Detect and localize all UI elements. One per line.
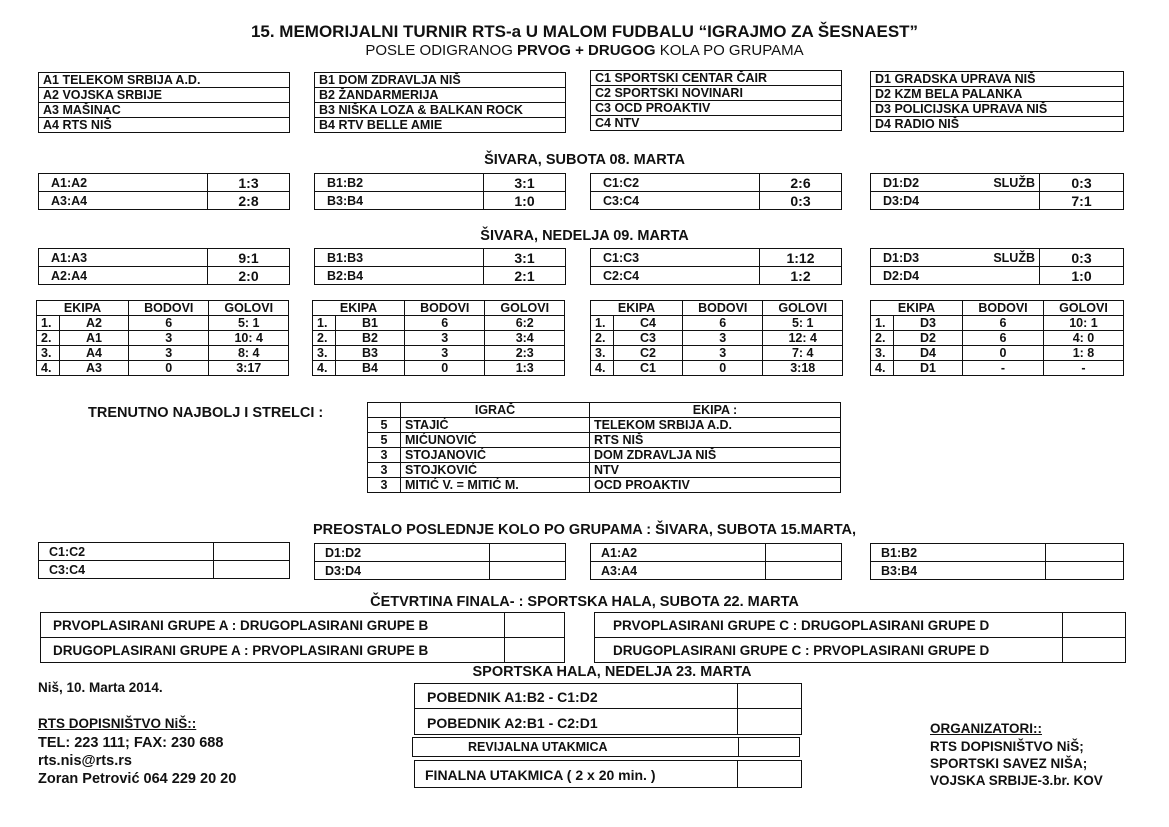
match-score: 2:1 [484, 267, 566, 285]
remaining-score-empty [490, 544, 566, 562]
remaining-match: A3:A4 [591, 562, 766, 580]
match-pair [591, 249, 760, 267]
goals: 5: 1 [209, 316, 289, 331]
rank: 2. [37, 331, 60, 346]
final-day-heading: SPORTSKA HALA, NEDELJA 23. MARTA [472, 664, 752, 680]
group-team: C2 SPORTSKI NOVINARI [591, 86, 842, 101]
match-note: SLUŽB [993, 250, 1035, 265]
goals: 10: 1 [1043, 316, 1123, 331]
group-a-list [38, 72, 290, 133]
rank: 2. [591, 331, 614, 346]
match-score: 0:3 [1040, 249, 1124, 267]
remaining-score-empty [766, 562, 842, 580]
rank: 2. [313, 331, 336, 346]
scorer-team: NTV [590, 463, 841, 478]
goals: 7: 4 [763, 346, 843, 361]
final-label: FINALNA UTAKMICA ( 2 x 20 min. ) [425, 767, 656, 783]
group-team: A1 TELEKOM SRBIJA A.D. [39, 73, 290, 88]
standings-header: GOLOVI [485, 301, 565, 316]
quarter-match-4 [594, 637, 1126, 663]
goals: 3:4 [485, 331, 565, 346]
points: - [963, 361, 1044, 376]
scorer-goals: 3 [368, 463, 401, 478]
team: C1 [614, 361, 683, 376]
standings-header: GOLOVI [763, 301, 843, 316]
remaining-score-empty [1046, 562, 1124, 580]
goals: 1: 8 [1043, 346, 1123, 361]
group-team: B1 DOM ZDRAVLJA NIŠ [315, 73, 566, 88]
goals: - [1043, 361, 1123, 376]
semifinal-label: POBEDNIK A1:B2 - C1:D2 [427, 689, 598, 705]
points: 3 [129, 346, 209, 361]
remaining-score-empty [490, 562, 566, 580]
group-team: C4 NTV [591, 116, 842, 131]
match-teams: C1:C2 [603, 175, 640, 190]
scorers-header-player: IGRAČ [401, 403, 590, 418]
remaining-group-table [314, 543, 566, 580]
rank: 1. [871, 316, 894, 331]
round1-group-table [38, 173, 290, 210]
points: 3 [683, 346, 763, 361]
round2-group-table [870, 248, 1124, 285]
team: C4 [614, 316, 683, 331]
remaining-match: D1:D2 [315, 544, 490, 562]
points: 0 [405, 361, 485, 376]
match-teams: B3:B4 [327, 193, 364, 208]
scorer-team: TELEKOM SRBIJA A.D. [590, 418, 841, 433]
match-teams: A1:A2 [51, 175, 88, 190]
score-divider [737, 684, 738, 708]
standings-header: BODOVI [683, 301, 763, 316]
scorer-team: OCD PROAKTIV [590, 478, 841, 493]
email: rts.nis@rts.rs [38, 753, 132, 769]
scorers-table [367, 402, 841, 493]
semifinal-1 [414, 683, 802, 709]
match-teams: B1:B3 [327, 250, 364, 265]
score-divider [737, 761, 738, 787]
remaining-score-empty [1046, 544, 1124, 562]
quarter-match-label: DRUGOPLASIRANI GRUPE A : PRVOPLASIRANI GRUPE B [53, 643, 429, 658]
match-score: 0:3 [760, 192, 842, 210]
rank: 3. [37, 346, 60, 361]
remaining-score-empty [214, 561, 290, 579]
points: 3 [129, 331, 209, 346]
rank: 3. [591, 346, 614, 361]
team: B1 [336, 316, 405, 331]
team: A1 [60, 331, 129, 346]
quarter-match-label: PRVOPLASIRANI GRUPE A : DRUGOPLASIRANI GRUPE B [53, 618, 429, 633]
quarter-heading: ČETVRTINA FINALA- : SPORTSKA HALA, SUBOTA 22. MARTA [370, 594, 799, 610]
standings-table [590, 300, 843, 376]
rank: 4. [313, 361, 336, 376]
match-score: 1:2 [760, 267, 842, 285]
team: C2 [614, 346, 683, 361]
points: 6 [963, 316, 1044, 331]
remaining-match: C3:C4 [39, 561, 214, 579]
round1-group-table [590, 173, 842, 210]
remaining-match: D3:D4 [315, 562, 490, 580]
remaining-match: B3:B4 [871, 562, 1046, 580]
team: C3 [614, 331, 683, 346]
organizers-label: ORGANIZATORI:: [930, 721, 1042, 736]
rank: 1. [313, 316, 336, 331]
scorer-goals: 3 [368, 448, 401, 463]
goals: 3:17 [209, 361, 289, 376]
group-team: D4 RADIO NIŠ [871, 117, 1124, 132]
exhibition-match [412, 737, 800, 757]
page-subtitle [0, 42, 1169, 59]
phone-fax: TEL: 223 111; FAX: 230 688 [38, 735, 224, 751]
goals: 12: 4 [763, 331, 843, 346]
standings-header: BODOVI [963, 301, 1044, 316]
match-pair [315, 192, 484, 210]
score-divider [738, 738, 739, 756]
group-team: A3 MAŠINAC [39, 103, 290, 118]
match-pair [591, 174, 760, 192]
match-teams: C3:C4 [603, 193, 640, 208]
team: B4 [336, 361, 405, 376]
points: 6 [129, 316, 209, 331]
standings-header: GOLOVI [209, 301, 289, 316]
organizer-line: RTS DOPISNIŠTVO NiŠ; [930, 739, 1084, 754]
remaining-group-table [38, 542, 290, 579]
group-team: C3 OCD PROAKTIV [591, 101, 842, 116]
exhibition-label: REVIJALNA UTAKMICA [468, 740, 608, 754]
team: D1 [894, 361, 963, 376]
scorer-player: STOJKOVIĆ [401, 463, 590, 478]
goals: 1:3 [485, 361, 565, 376]
standings-header: GOLOVI [1043, 301, 1123, 316]
match-pair [315, 249, 484, 267]
remaining-group-table [870, 543, 1124, 580]
scorer-goals: 5 [368, 433, 401, 448]
score-divider [1062, 638, 1063, 662]
team: A2 [60, 316, 129, 331]
team: D4 [894, 346, 963, 361]
group-team: B4 RTV BELLE AMIE [315, 118, 566, 133]
organizer-line: VOJSKA SRBIJE-3.br. KOV [930, 773, 1103, 788]
match-pair [315, 267, 484, 285]
score-divider [504, 638, 505, 662]
scorer-player: MIĆUNOVIĆ [401, 433, 590, 448]
match-score: 1:0 [1040, 267, 1124, 285]
match-teams: B2:B4 [327, 268, 364, 283]
subtitle-post: KOLA PO GRUPAMA [659, 42, 804, 59]
score-divider [504, 613, 505, 637]
round1-group-table [314, 173, 566, 210]
match-pair [39, 174, 208, 192]
round2-group-table [314, 248, 566, 285]
goals: 10: 4 [209, 331, 289, 346]
group-team: D1 GRADSKA UPRAVA NIŠ [871, 72, 1124, 87]
match-teams: A2:A4 [51, 268, 88, 283]
standings-header: BODOVI [405, 301, 485, 316]
group-b-list [314, 72, 566, 133]
points: 6 [963, 331, 1044, 346]
scorer-team: DOM ZDRAVLJA NIŠ [590, 448, 841, 463]
match-pair [39, 192, 208, 210]
final-match [414, 760, 802, 788]
goals: 3:18 [763, 361, 843, 376]
match-score: 2:6 [760, 174, 842, 192]
group-team: B2 ŽANDARMERIJA [315, 88, 566, 103]
match-teams: A3:A4 [51, 193, 88, 208]
remaining-score-empty [214, 543, 290, 561]
points: 3 [683, 331, 763, 346]
quarter-match-label: PRVOPLASIRANI GRUPE C : DRUGOPLASIRANI GRUPE D [613, 618, 990, 633]
match-teams: D1:D3 [883, 250, 920, 265]
match-score: 1:0 [484, 192, 566, 210]
match-teams: D2:D4 [883, 268, 920, 283]
scorer-player: STAJIĆ [401, 418, 590, 433]
standings-header: EKIPA [313, 301, 405, 316]
match-score: 3:1 [484, 174, 566, 192]
rank: 3. [871, 346, 894, 361]
match-teams: A1:A3 [51, 250, 88, 265]
team: B3 [336, 346, 405, 361]
group-team: A2 VOJSKA SRBIJE [39, 88, 290, 103]
goals: 2:3 [485, 346, 565, 361]
group-d-list [870, 71, 1124, 132]
report-date: Niš, 10. Marta 2014. [38, 680, 163, 695]
match-score: 2:8 [208, 192, 290, 210]
points: 6 [683, 316, 763, 331]
round1-group-table [870, 173, 1124, 210]
rank: 1. [37, 316, 60, 331]
group-c-list [590, 70, 842, 131]
rank: 4. [37, 361, 60, 376]
remaining-match: C1:C2 [39, 543, 214, 561]
subtitle-pre: POSLE ODIGRANOG [365, 42, 513, 59]
points: 0 [683, 361, 763, 376]
remaining-match: A1:A2 [591, 544, 766, 562]
quarter-match-label: DRUGOPLASIRANI GRUPE C : PRVOPLASIRANI GRUPE D [613, 643, 990, 658]
remaining-group-table [590, 543, 842, 580]
match-score: 0:3 [1040, 174, 1124, 192]
group-team: C1 SPORTSKI CENTAR ČAIR [591, 71, 842, 86]
group-team: B3 NIŠKA LOZA & BALKAN ROCK [315, 103, 566, 118]
match-score: 7:1 [1040, 192, 1124, 210]
scorer-goals: 5 [368, 418, 401, 433]
rank: 1. [591, 316, 614, 331]
standings-header: BODOVI [129, 301, 209, 316]
scorers-label: TRENUTNO NAJBOLJ I STRELCI : [88, 405, 324, 421]
goals: 4: 0 [1043, 331, 1123, 346]
scorer-player: STOJANOVIĆ [401, 448, 590, 463]
match-pair [591, 192, 760, 210]
points: 3 [405, 346, 485, 361]
goals: 8: 4 [209, 346, 289, 361]
match-teams: C1:C3 [603, 250, 640, 265]
match-score: 9:1 [208, 249, 290, 267]
scorers-header-goals [368, 403, 401, 418]
match-teams: C2:C4 [603, 268, 640, 283]
match-teams: B1:B2 [327, 175, 364, 190]
remaining-score-empty [766, 544, 842, 562]
match-score: 2:0 [208, 267, 290, 285]
score-divider [1062, 613, 1063, 637]
standings-header: EKIPA [591, 301, 683, 316]
semifinal-label: POBEDNIK A2:B1 - C2:D1 [427, 715, 598, 731]
goals: 6:2 [485, 316, 565, 331]
rank: 4. [591, 361, 614, 376]
goals: 5: 1 [763, 316, 843, 331]
score-divider [737, 709, 738, 734]
remaining-match: B1:B2 [871, 544, 1046, 562]
match-pair [591, 267, 760, 285]
standings-table [870, 300, 1124, 376]
standings-header: EKIPA [37, 301, 129, 316]
quarter-match-3 [594, 612, 1126, 638]
scorer-goals: 3 [368, 478, 401, 493]
rank: 2. [871, 331, 894, 346]
office-label: RTS DOPISNIŠTVO NiŠ:: [38, 716, 197, 731]
scorer-player: MITIĆ V. = MITIĆ M. [401, 478, 590, 493]
match-score: 1:12 [760, 249, 842, 267]
page-title: 15. MEMORIJALNI TURNIR RTS-a U MALOM FUDBALU “IGRAJMO ZA ŠESNAEST” [250, 22, 919, 41]
points: 3 [405, 331, 485, 346]
semifinal-2 [414, 708, 802, 735]
standings-header: EKIPA [871, 301, 963, 316]
contact-person: Zoran Petrović 064 229 20 20 [38, 771, 237, 787]
group-team: D3 POLICIJSKA UPRAVA NIŠ [871, 102, 1124, 117]
group-team: A4 RTS NIŠ [39, 118, 290, 133]
team: D2 [894, 331, 963, 346]
rank: 4. [871, 361, 894, 376]
match-score: 3:1 [484, 249, 566, 267]
team: A4 [60, 346, 129, 361]
round2-group-table [590, 248, 842, 285]
points: 0 [963, 346, 1044, 361]
match-score: 1:3 [208, 174, 290, 192]
quarter-match-1 [40, 612, 565, 638]
team: A3 [60, 361, 129, 376]
organizer-line: SPORTSKI SAVEZ NIŠA; [930, 756, 1088, 771]
match-pair [39, 267, 208, 285]
subtitle-bold: PRVOG + DRUGOG [517, 42, 656, 59]
match-pair [871, 192, 1040, 210]
standings-table [36, 300, 289, 376]
round1-heading: ŠIVARA, SUBOTA 08. MARTA [484, 152, 685, 168]
group-team: D2 KZM BELA PALANKA [871, 87, 1124, 102]
match-pair [871, 174, 1040, 192]
points: 6 [405, 316, 485, 331]
quarter-match-2 [40, 637, 565, 663]
scorers-header-team: EKIPA : [590, 403, 841, 418]
rank: 3. [313, 346, 336, 361]
round2-heading: ŠIVARA, NEDELJA 09. MARTA [480, 228, 689, 244]
match-pair [315, 174, 484, 192]
match-pair [39, 249, 208, 267]
match-pair [871, 249, 1040, 267]
match-teams: D3:D4 [883, 193, 920, 208]
scorer-team: RTS NIŠ [590, 433, 841, 448]
match-note: SLUŽB [993, 175, 1035, 190]
remaining-heading: PREOSTALO POSLEDNJE KOLO PO GRUPAMA : ŠIVARA, SUBOTA 15.MARTA, [313, 522, 856, 538]
match-pair [871, 267, 1040, 285]
standings-table [312, 300, 565, 376]
team: D3 [894, 316, 963, 331]
match-teams: D1:D2 [883, 175, 920, 190]
points: 0 [129, 361, 209, 376]
round2-group-table [38, 248, 290, 285]
team: B2 [336, 331, 405, 346]
